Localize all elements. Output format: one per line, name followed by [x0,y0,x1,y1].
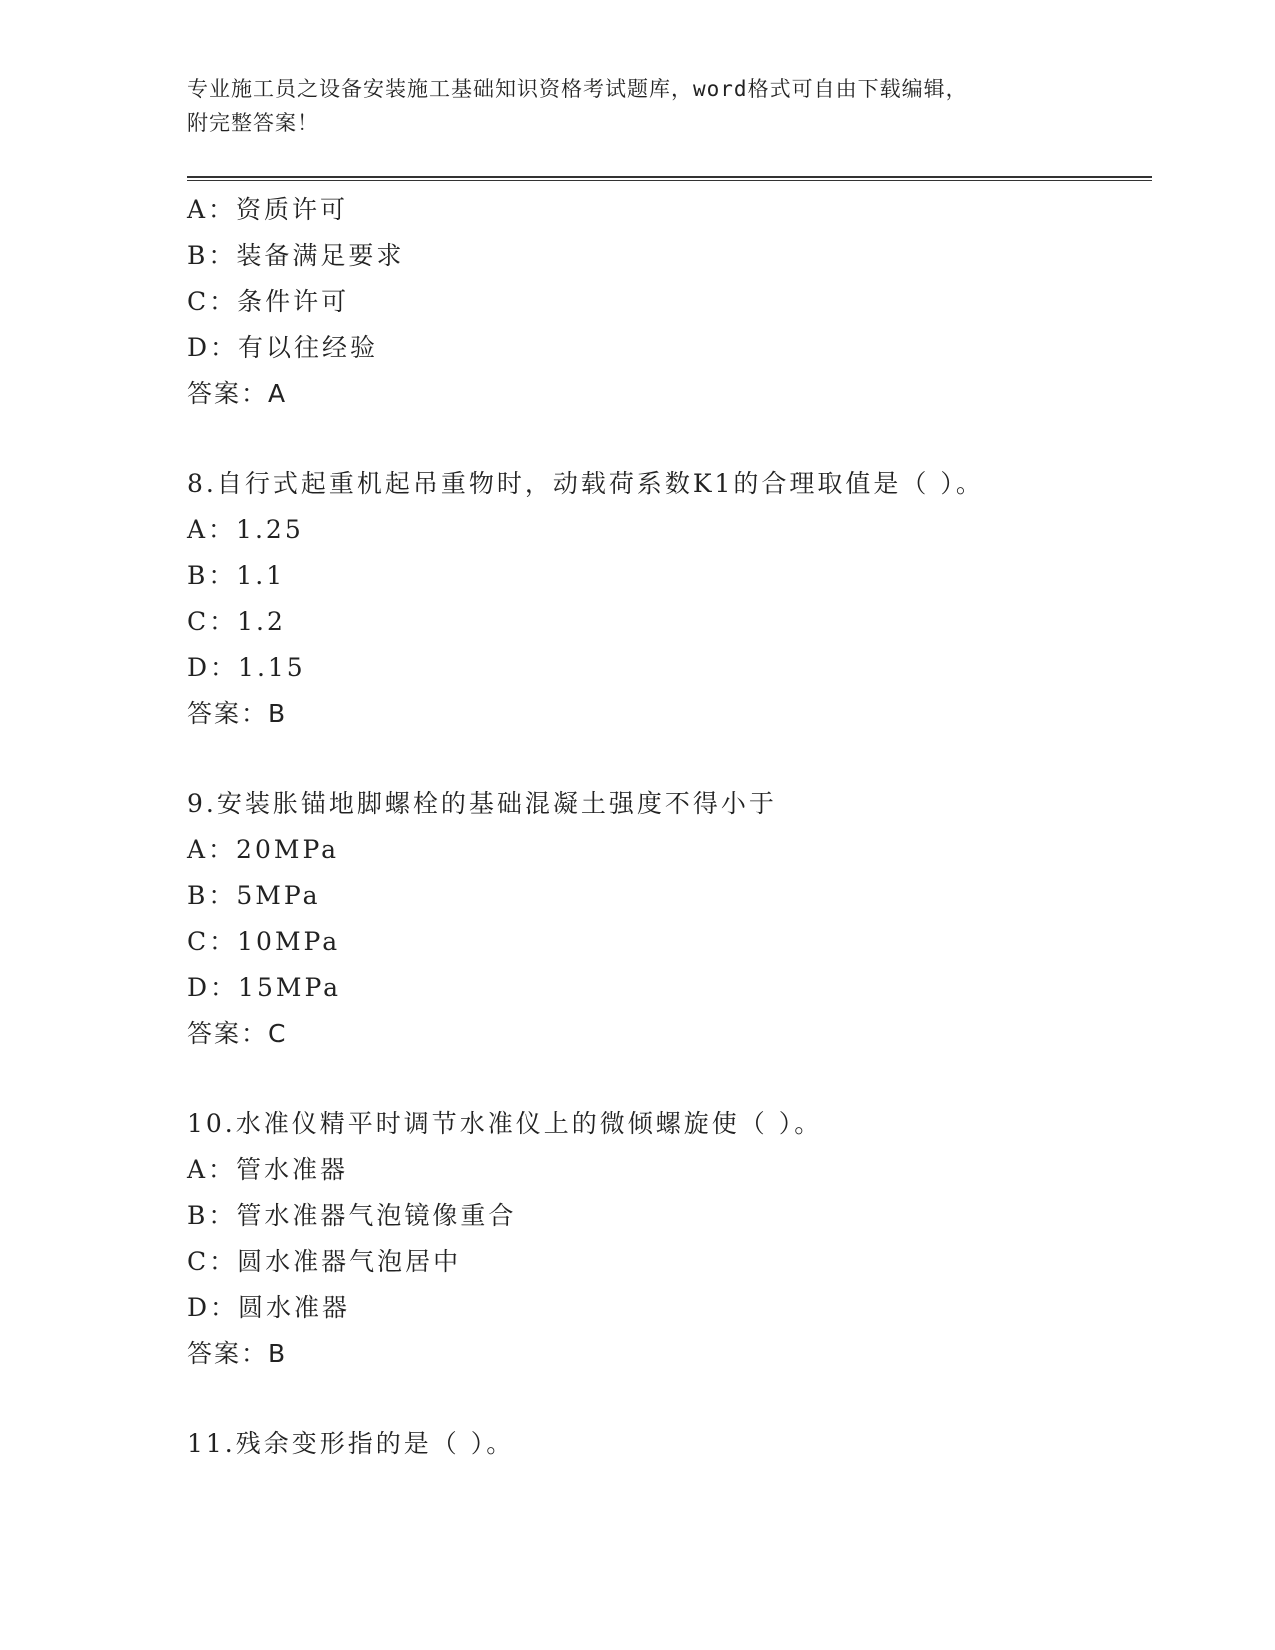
option-c: C：1.2 [187,607,286,636]
header-line-1: 专业施工员之设备安装施工基础知识资格考试题库，word格式可自由下载编辑， [187,77,968,101]
header-divider [187,176,1152,181]
option-a: A：管水准器 [187,1155,349,1184]
option-b: B：5MPa [187,881,321,910]
option-d: D：有以往经验 [187,333,379,362]
header-line-2: 附完整答案！ [187,111,319,135]
question-block-8 [187,461,1152,737]
option-a: A：资质许可 [187,195,349,224]
answer-line: 答案：B [187,699,288,728]
question-block-11 [187,1421,1152,1467]
question-block-9 [187,781,1152,1057]
option-c: C：10MPa [187,927,341,956]
option-d: D：1.15 [187,653,306,682]
question-text: 10.水准仪精平时调节水准仪上的微倾螺旋使（ ）。 [187,1109,823,1138]
option-b: B：1.1 [187,561,286,590]
option-a: A：20MPa [187,835,340,864]
answer-line: 答案：A [187,379,288,408]
option-c: C：条件许可 [187,287,350,316]
document-header [187,72,1047,140]
option-d: D：圆水准器 [187,1293,351,1322]
question-text: 11.残余变形指的是（ ）。 [187,1429,515,1458]
question-block-10 [187,1101,1152,1377]
option-d: D：15MPa [187,973,342,1002]
answer-line: 答案：C [187,1019,288,1048]
answer-line: 答案：B [187,1339,288,1368]
question-text: 9.安装胀锚地脚螺栓的基础混凝土强度不得小于 [187,789,777,818]
document-page [187,72,1152,1467]
option-c: C：圆水准器气泡居中 [187,1247,462,1276]
option-a: A：1.25 [187,515,304,544]
question-text: 8.自行式起重机起吊重物时，动载荷系数K1的合理取值是（ ）。 [187,469,984,498]
question-block-7 [187,187,1152,417]
option-b: B：管水准器气泡镜像重合 [187,1201,517,1230]
option-b: B：装备满足要求 [187,241,405,270]
